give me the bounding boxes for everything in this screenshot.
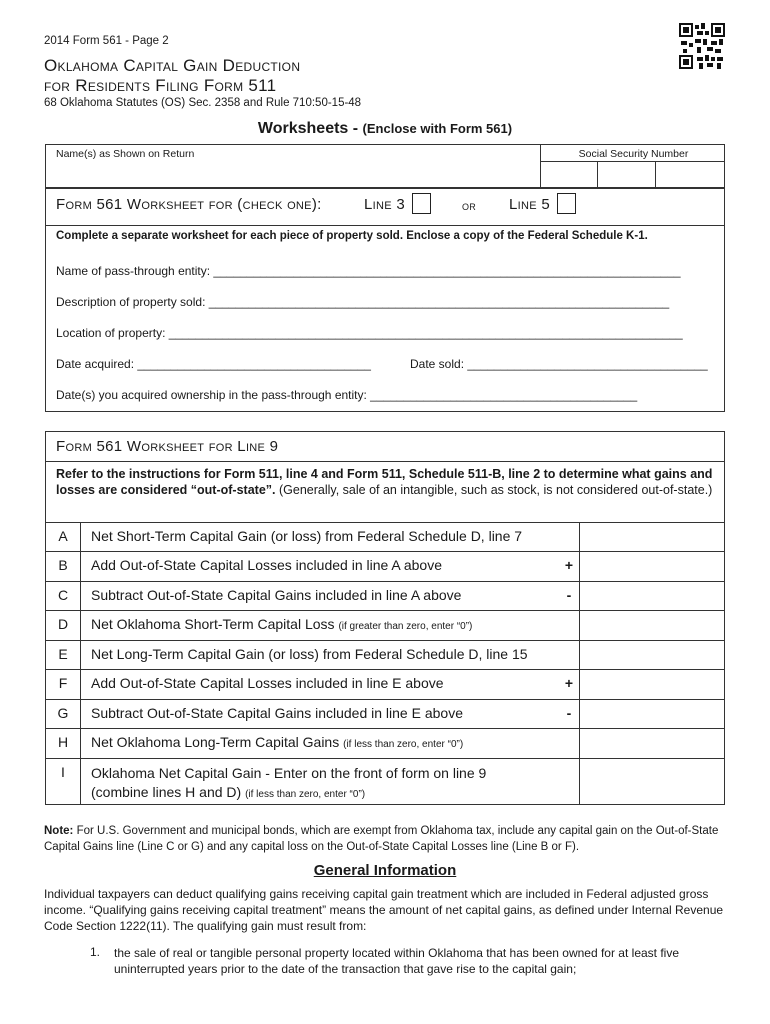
row-b-sign: +: [564, 557, 574, 573]
worksheet2-title: Form 561 Worksheet for Line 9: [56, 438, 279, 455]
row-i-note: (if less than zero, enter “0”): [245, 789, 366, 800]
row-g-amount-input[interactable]: [580, 700, 724, 727]
property-location-field[interactable]: Location of property: _____________________________________________________________________________: [56, 326, 683, 340]
row-e-amount-input[interactable]: [580, 641, 724, 668]
line5-checkbox[interactable]: [557, 193, 576, 214]
or-label: or: [462, 198, 477, 213]
worksheet1-instruction: Complete a separate worksheet for each piece of property sold. Enclose a copy of the Federal Schedule K-1.: [56, 230, 648, 242]
row-f-amount-input[interactable]: [580, 670, 724, 698]
row-i-letter: I: [61, 764, 65, 780]
row-g-text: Subtract Out-of-State Capital Gains included in line E above: [91, 705, 463, 721]
row-d-note: (if greater than zero, enter “0”): [338, 621, 473, 632]
row-d-letter: D: [57, 616, 69, 632]
ssn-part3-input[interactable]: [656, 162, 724, 187]
worksheets-heading-main: Worksheets -: [257, 120, 359, 137]
bonds-note: [44, 823, 726, 855]
row-i-text-group: [91, 764, 486, 804]
row-h-amount-input[interactable]: [580, 729, 724, 757]
line3-label: Line 3: [364, 196, 405, 213]
form-title-line2: for Residents Filing Form 511: [44, 76, 277, 95]
worksheet2-intro-bold: Refer to the instructions for Form 511, line 4 and Form 511, Schedule 511-B, line 2 to determine what gains and losses are considered “out-of-state”.: [56, 467, 713, 497]
row-d-text: Net Oklahoma Short-Term Capital Loss: [91, 616, 335, 632]
row-g-letter: G: [57, 705, 69, 721]
row-h-text-group: [91, 734, 463, 750]
row-a-text: Net Short-Term Capital Gain (or loss) from Federal Schedule D, line 7: [91, 528, 523, 544]
general-info-heading-wrap: [0, 862, 770, 880]
row-c-letter: C: [57, 587, 69, 603]
general-info-paragraph: Individual taxpayers can deduct qualifying gains receiving capital gain treatment which are included in Federal adjusted gross income. “Qualifying gains receiving capital treatment” means the amount of net capital gains, as defined under Internal Revenue Code Section 1222(11). The qualifying gain must result from:: [44, 887, 724, 933]
line5-label: Line 5: [509, 196, 550, 213]
row-c-amount-input[interactable]: [580, 582, 724, 609]
form-page-label: 2014 Form 561 - Page 2: [44, 35, 169, 47]
row-i-amount-input[interactable]: [580, 759, 724, 804]
row-c-sign: -: [566, 587, 572, 603]
qr-code-icon: [679, 23, 725, 69]
row-a-amount-input[interactable]: [580, 523, 724, 550]
row-e-text: Net Long-Term Capital Gain (or loss) from Federal Schedule D, line 15: [91, 646, 528, 662]
line3-checkbox[interactable]: [412, 193, 431, 214]
name-label: Name(s) as Shown on Return: [56, 148, 195, 160]
row-a-letter: A: [58, 528, 68, 544]
form-title-line1: Oklahoma Capital Gain Deduction: [44, 56, 301, 75]
list-item-1-text: the sale of real or tangible personal property located within Oklahoma that has been owned for at least five uninterrupted years prior to the date of the transaction that gave rise to the capital gain;: [114, 946, 680, 976]
worksheets-heading-sub: (Enclose with Form 561): [362, 121, 513, 136]
name-input[interactable]: [46, 162, 539, 187]
row-g-sign: -: [566, 705, 572, 721]
ssn-label: Social Security Number: [578, 148, 689, 160]
row-i-text2-group: [91, 783, 486, 804]
row-f-sign: +: [564, 675, 574, 691]
row-c-text: Subtract Out-of-State Capital Gains included in line A above: [91, 587, 462, 603]
row-i-text: Oklahoma Net Capital Gain - Enter on the front of form on line 9: [91, 765, 487, 781]
row-b-text: Add Out-of-State Capital Losses included in line A above: [91, 557, 442, 573]
date-sold-field[interactable]: Date sold: ____________________________________: [410, 357, 708, 371]
ownership-date-field[interactable]: Date(s) you acquired ownership in the pass-through entity: ________________________________________: [56, 388, 638, 402]
statute-reference: 68 Oklahoma Statutes (OS) Sec. 2358 and Rule 710:50-15-48: [44, 97, 362, 109]
row-f-letter: F: [58, 675, 68, 691]
row-h-note: (if less than zero, enter “0”): [343, 739, 464, 750]
row-h-text: Net Oklahoma Long-Term Capital Gains: [91, 734, 340, 750]
general-info-heading: General Information: [313, 862, 457, 879]
worksheet1-title: Form 561 Worksheet for (check one):: [56, 196, 322, 213]
entity-name-field[interactable]: Name of pass-through entity: ______________________________________________________________________: [56, 264, 681, 278]
ssn-part1-input[interactable]: [541, 162, 596, 187]
row-b-amount-input[interactable]: [580, 552, 724, 580]
note-label: Note:: [44, 825, 74, 837]
row-i-text2: (combine lines H and D): [91, 784, 242, 800]
property-description-field[interactable]: Description of property sold: _____________________________________________________________________: [56, 295, 670, 309]
row-e-letter: E: [58, 646, 68, 662]
row-h-letter: H: [57, 734, 69, 750]
worksheet2-intro: [56, 466, 716, 498]
row-b-letter: B: [58, 557, 68, 573]
worksheets-heading: [0, 120, 770, 138]
row-d-amount-input[interactable]: [580, 611, 724, 639]
list-item-1-number: 1.: [90, 945, 101, 959]
row-d-text-group: [91, 616, 472, 632]
row-f-text: Add Out-of-State Capital Losses included in line E above: [91, 675, 444, 691]
ssn-part2-input[interactable]: [598, 162, 654, 187]
worksheet2-intro-normal: (Generally, sale of an intangible, such as stock, is not considered out-of-state.): [279, 483, 713, 497]
note-text: For U.S. Government and municipal bonds, which are exempt from Oklahoma tax, include any capital gain on the Out-of-State Capital Gains line (Line C or G) and any capital loss on the Out-of-State Capital Losses line (Line B or F).: [44, 825, 719, 853]
date-acquired-field[interactable]: Date acquired: ___________________________________: [56, 357, 371, 371]
